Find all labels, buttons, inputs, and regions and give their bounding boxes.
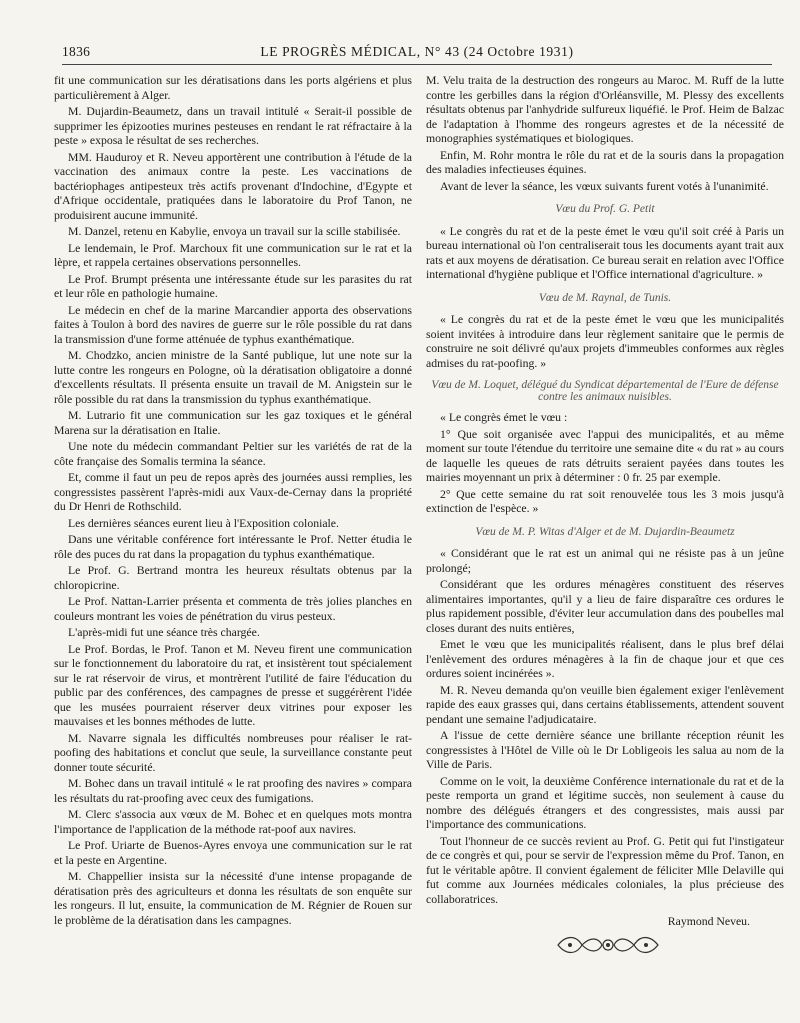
paragraph: Et, comme il faut un peu de repos après des journées aussi remplies, les congressistes passèrent l'après-midi aux Vaux-de-Cernay dans la propriété du Dr Henri de Rothschild. (54, 471, 412, 513)
resolution-heading: Vœu du Prof. G. Petit (555, 203, 655, 215)
resolution-text: « Le congrès du rat et de la peste émet le vœu qu'il soit créé à Paris un bureau international où l'on centraliserait tous les documents ayant trait aux rats et aux moyens de dératisation. Ce bureau serait en relation avec l'Office international d'hygiène publique et l'Office international d'agriculture. » (426, 224, 784, 281)
paragraph: Le lendemain, le Prof. Marchoux fit une communication sur le rat et la lèpre, et rappela certaines observations personnelles. (54, 241, 412, 269)
resolution-text: « Considérant que le rat est un animal qui ne résiste pas à un jeûne prolongé; (426, 547, 784, 575)
paragraph: M. Lutrario fit une communication sur les gaz toxiques et le général Marena sur la dératisation en Italie. (54, 409, 412, 437)
paragraph: M. Chodzko, ancien ministre de la Santé publique, lut une note sur la lutte contre les rongeurs en Pologne, où la dératisation obligatoire a donné d'excellents résultats. Il présenta ensuite un travail de M. Anigstein sur le rôle possible du rat dans la transmission du typhus exanthématique. (54, 349, 412, 406)
resolution-text: 2° Que cette semaine du rat soit renouvelée tous les 3 mois jusqu'à extinction de l'espèce. » (426, 487, 784, 515)
paragraph: Le Prof. Uriarte de Buenos-Ayres envoya une communication sur le rat et la peste en Argentine. (54, 839, 412, 867)
paragraph: Le Prof. G. Bertrand montra les heureux résultats obtenus par la chloropicrine. (54, 564, 412, 592)
running-title: LE PROGRÈS MÉDICAL, N° 43 (24 Octobre 1931) (260, 44, 574, 59)
right-column (426, 74, 784, 932)
paragraph: MM. Hauduroy et R. Neveu apportèrent une contribution à l'étude de la vaccination des animaux contre la peste. Les vaccinations de bactériophages antipesteux très actifs provenant d'Indochine, d'Egypte et d'Afrique occidentale, pratiquées dans le laboratoire du Prof Tanon, ne produisirent aucune immunité. (54, 150, 412, 222)
decorative-ornament-icon (552, 933, 664, 957)
paragraph: Enfin, M. Rohr montra le rôle du rat et de la souris dans la propagation des maladies infectieuses équines. (426, 148, 784, 176)
header-rule (62, 64, 772, 65)
paragraph: Comme on le voit, la deuxième Conférence internationale du rat et de la peste remporta un grand et légitime succès, non seulement à cause du nombre des délégués étrangers et des congressistes, mais aussi par l'importance des communications. (426, 774, 784, 831)
paragraph: Le Prof. Nattan-Larrier présenta et commenta de très jolies planches en couleurs montrant les voies de pénétration du virus pesteux. (54, 595, 412, 623)
paragraph: Le Prof. Bordas, le Prof. Tanon et M. Neveu firent une communication sur le fonctionnement du laboratoire du rat, et insistèrent tout spécialement sur le rat réservoir de virus, et montrèrent l'utilité de faire l'éducation du public par des conférences, des campagnes de presse et suggérèrent l'idée que les musées pourraient réserver deux vitrines pour exposer les mauvaises et les bonnes méthodes de lutte. (54, 642, 412, 728)
paragraph: L'après-midi fut une séance très chargée. (68, 626, 260, 639)
paragraph: Une note du médecin commandant Peltier sur les variétés de rat de la côte française des Somalis termina la séance. (54, 440, 412, 468)
paragraph: Le médecin en chef de la marine Marcandier apporta des observations faites à Toulon à bord des navires de guerre sur le rôle possible du rat dans la transmission d'une forme atténuée de typhus exanthématique. (54, 303, 412, 346)
resolution-heading: Vœu de M. P. Witas d'Alger et de M. Dujardin-Beaumetz (475, 525, 735, 538)
left-column (54, 74, 412, 930)
paragraph: M. Bohec dans un travail intitulé « le rat proofing des navires » compara les résultats du rat-proofing avec ceux des fumigations. (54, 777, 412, 805)
paragraph: M. Navarre signala les difficultés nombreuses pour réaliser le rat-poofing des habitations et conclut que seule, la surveillance constante peut donner toute sécurité. (54, 731, 412, 774)
resolution-text: Considérant que les ordures ménagères constituent des réserves alimentaires importantes, qu'il y a lieu de faire disparaître ces ordures le plus rapidement possible, d'éviter leur accumulation dans des poubelles mal closes durant des nuits entières, (426, 578, 784, 635)
paragraph: Tout l'honneur de ce succès revient au Prof. G. Petit qui fut l'instigateur de ce congrès et qui, pour se servir de l'expression même du Prof. Tanon, en fut le véritable apôtre. Il convient également de féliciter Mlle Delaville qui fut comme aux Journées médicales coloniales, la plus précieuse des collaboratrices. (426, 834, 784, 906)
author-signature: Raymond Neveu. (667, 915, 750, 928)
resolution-text: 1° Que soit organisée avec l'appui des municipalités, et au même moment sur toute l'étendue du territoire une semaine dite « du rat » au cours de laquelle les queues de rats détruits seraient payées dans toutes les mairies moyennant un prix à déterminer : 0 fr. 25 par exemple. (426, 427, 784, 484)
paragraph: Dans une véritable conférence fort intéressante le Prof. Netter étudia le rôle des puces du rat dans la propagation du typhus exanthématique. (54, 533, 412, 561)
paragraph: M. Danzel, retenu en Kabylie, envoya un travail sur la scille stabilisée. (68, 225, 401, 238)
page-number: 1836 (62, 44, 91, 59)
resolution-heading: Vœu de M. Raynal, de Tunis. (538, 291, 672, 304)
paragraph: fit une communication sur les dératisations dans les ports algériens et plus particulièrement à Alger. (54, 74, 412, 102)
paragraph: Les dernières séances eurent lieu à l'Exposition coloniale. (68, 516, 339, 530)
paragraph: A l'issue de cette dernière séance une brillante réception réunit les congressistes à l'Hôtel de Ville où le Dr Lobligeois les salua au nom de la Ville de Paris. (426, 729, 784, 771)
paragraph: M. Clerc s'associa aux vœux de M. Bohec et en quelques mots montra l'importance de l'application de la méthode rat-poof aux navires. (54, 808, 412, 836)
running-header (62, 44, 772, 62)
paragraph: M. Dujardin-Beaumetz, dans un travail intitulé « Serait-il possible de supprimer les épizooties murines pesteuses en rendant le rat réfractaire à la peste » exposa le résultat de ses recherches. (54, 105, 412, 147)
paragraph: M. Velu traita de la destruction des rongeurs au Maroc. M. Ruff de la lutte contre les gerbilles dans la région d'Orléansville, M. Plessy des excellents résultats obtenus par l'anhydride sulfureux liquéfié. le Prof. Heim de Balzac de l'adaptation à l'homme des rongeurs agrestes et de la nécessité de monographies systématiques et biologiques. (426, 74, 784, 145)
paragraph: Le Prof. Brumpt présenta une intéressante étude sur les parasites du rat et leur rôle en pathologie humaine. (54, 272, 412, 300)
resolution-text: « Le congrès émet le vœu : (440, 411, 568, 424)
paragraph: Avant de lever la séance, les vœux suivants furent votés à l'unanimité. (440, 179, 769, 193)
resolution-text: « Le congrès du rat et de la peste émet le vœu que les municipalités soient invitées à introduire dans leur règlement sanitaire que le permis de construire ne soit délivré qu'aux projets d'immeubles conformes aux règles admises du rat-poofing. » (426, 313, 784, 370)
paragraph: M. Chappellier insista sur la nécessité d'une intense propagande de dératisation près des agriculteurs et donna les résultats de son enquête sur les rongeurs. Il lut, ensuite, la communication de M. Régnier de Rouen sur le problème de la dératisation dans les campagnes. (54, 870, 412, 927)
resolution-heading: Vœu de M. Loquet, délégué du Syndicat départemental de l'Eure de défense contre les animaux nuisibles. (431, 379, 779, 403)
resolution-text: Emet le vœu que les municipalités réalisent, dans le plus bref délai l'enlèvement des ordures ménagères à la fin de chaque jour et que ces ordures soient incinérées ». (426, 638, 784, 680)
paragraph: M. R. Neveu demanda qu'on veuille bien également exiger l'enlèvement rapide des eaux grasses qui, dans certains établissements, attendent souvent pendant une semaine l'adjudicataire. (426, 683, 784, 726)
